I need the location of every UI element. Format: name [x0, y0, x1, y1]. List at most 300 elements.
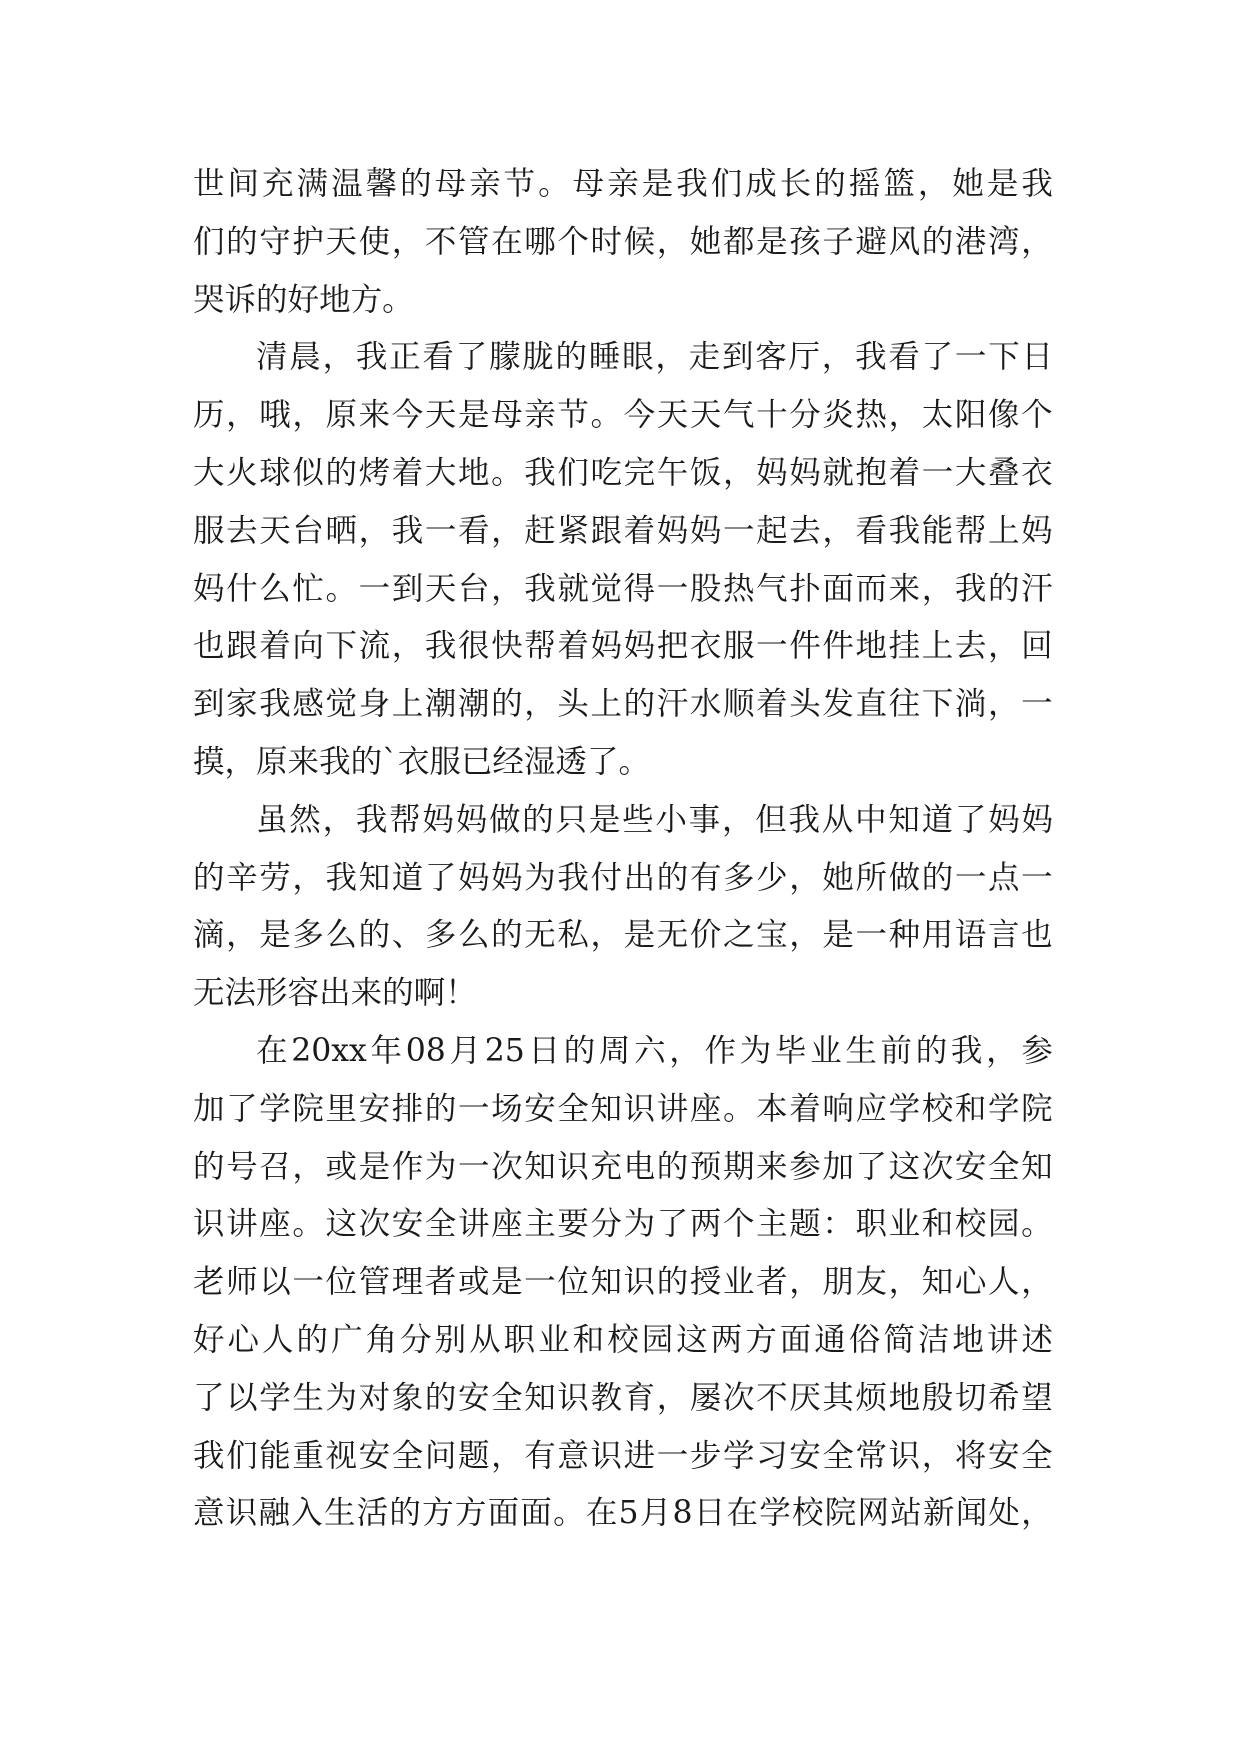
glyph: 习 — [756, 1437, 788, 1474]
glyph: 一 — [458, 1148, 490, 1185]
glyph: 什 — [226, 570, 258, 607]
glyph: 我 — [524, 454, 556, 491]
glyph: 视 — [325, 1437, 358, 1474]
glyph: 识 — [590, 1437, 623, 1474]
glyph: 妈 — [491, 859, 523, 896]
glyph: 大 — [193, 454, 225, 491]
glyph: 到 — [193, 686, 225, 723]
glyph: 题 — [789, 1206, 821, 1243]
text-line — [193, 676, 1053, 734]
glyph: 职 — [855, 1206, 888, 1243]
glyph: 亲 — [469, 166, 501, 202]
glyph: 辛 — [226, 859, 258, 896]
glyph: 烦 — [855, 1379, 888, 1416]
glyph: 的 — [656, 1148, 689, 1185]
glyph: 的 — [563, 1032, 596, 1069]
glyph: ， — [524, 686, 556, 723]
glyph: 一 — [1021, 686, 1053, 723]
glyph: 。 — [618, 743, 650, 780]
glyph: 快 — [491, 628, 523, 665]
glyph: ， — [358, 512, 391, 549]
glyph: ， — [723, 454, 755, 491]
glyph: 眼 — [622, 339, 654, 376]
glyph: ， — [656, 223, 689, 260]
glyph: 的 — [623, 686, 656, 723]
glyph: 无 — [656, 917, 689, 954]
glyph: 者 — [756, 1264, 788, 1301]
glyph: 上 — [988, 512, 1020, 549]
glyph: 期 — [723, 1148, 755, 1185]
glyph: 无 — [193, 975, 225, 1012]
glyph: 知 — [888, 801, 920, 838]
text-line — [193, 1370, 1053, 1428]
glyph: 我 — [888, 512, 921, 549]
glyph: 将 — [954, 1437, 987, 1474]
glyph: 面 — [520, 1495, 552, 1532]
glyph: 胧 — [522, 339, 554, 376]
glyph: 清 — [256, 339, 288, 376]
glyph: 面 — [487, 1495, 520, 1532]
glyph: 所 — [855, 859, 888, 896]
glyph: 港 — [954, 223, 987, 260]
glyph: 排 — [391, 1090, 424, 1127]
glyph: 参 — [789, 1148, 821, 1185]
glyph: 学 — [988, 1090, 1020, 1127]
glyph: 。 — [382, 281, 414, 318]
glyph: 08 — [405, 1032, 446, 1069]
glyph: 是 — [822, 917, 854, 954]
glyph: 觉 — [590, 570, 623, 607]
glyph: 之 — [723, 917, 755, 954]
glyph: 多 — [292, 917, 324, 954]
text-line — [193, 850, 1053, 908]
glyph: 洁 — [917, 1321, 950, 1358]
glyph: 应 — [855, 1090, 888, 1127]
glyph: 了 — [455, 339, 488, 376]
glyph: ， — [391, 628, 424, 665]
glyph: 也 — [1021, 917, 1053, 954]
glyph: 衣 — [1021, 454, 1053, 491]
glyph: 本 — [756, 1090, 788, 1127]
glyph: 正 — [389, 339, 421, 376]
glyph: 为 — [623, 1206, 656, 1243]
glyph: ， — [669, 1032, 701, 1069]
glyph: 着 — [623, 512, 656, 549]
glyph: 。 — [590, 397, 623, 434]
glyph: 重 — [292, 1437, 324, 1474]
glyph: 我 — [259, 686, 291, 723]
glyph: 简 — [883, 1321, 915, 1358]
glyph: 天 — [325, 223, 358, 260]
glyph: 温 — [331, 166, 363, 202]
glyph: 使 — [358, 223, 391, 260]
glyph: 在 — [256, 1032, 288, 1069]
glyph: ， — [921, 570, 954, 607]
glyph: 们 — [710, 166, 743, 202]
glyph: ： — [822, 1206, 854, 1243]
glyph: 着 — [391, 454, 424, 491]
glyph: ， — [292, 397, 324, 434]
glyph: 要 — [557, 1206, 589, 1243]
glyph: 我 — [355, 339, 388, 376]
glyph: 的 — [424, 1379, 457, 1416]
text-line — [193, 1196, 1053, 1254]
glyph: 到 — [721, 339, 754, 376]
glyph: 往 — [888, 686, 921, 723]
glyph: 法 — [224, 975, 257, 1012]
glyph: 就 — [822, 454, 854, 491]
glyph: 像 — [988, 397, 1020, 434]
glyph: 妈 — [422, 801, 454, 838]
glyph: 着 — [888, 454, 921, 491]
glyph: 知 — [590, 1090, 623, 1127]
glyph: 两 — [710, 1321, 743, 1358]
glyph: 步 — [689, 1437, 722, 1474]
glyph: 去 — [226, 512, 258, 549]
glyph: ， — [821, 339, 854, 376]
glyph: 台 — [458, 570, 490, 607]
glyph: 也 — [193, 628, 225, 665]
glyph: 进 — [623, 1437, 656, 1474]
glyph: 座 — [491, 1206, 523, 1243]
glyph: 了 — [193, 1379, 225, 1416]
glyph: 安 — [524, 1090, 556, 1127]
glyph: 我 — [524, 570, 556, 607]
glyph: ， — [292, 1148, 324, 1185]
glyph: 殷 — [921, 1379, 954, 1416]
glyph: 完 — [623, 454, 656, 491]
glyph: 是 — [491, 1264, 523, 1301]
glyph: 和 — [954, 1090, 987, 1127]
glyph: 下 — [921, 686, 954, 723]
glyph: 授 — [689, 1264, 722, 1301]
glyph: 意 — [557, 1437, 589, 1474]
glyph: 十 — [756, 397, 788, 434]
glyph: 了 — [226, 1090, 258, 1127]
glyph: 虽 — [256, 801, 288, 838]
glyph: 25 — [484, 1032, 525, 1069]
glyph: 一 — [1021, 859, 1053, 896]
glyph: 挂 — [888, 628, 921, 665]
glyph: 20xx — [291, 1032, 367, 1069]
glyph: 的 — [424, 1090, 457, 1127]
glyph: 妈 — [656, 512, 689, 549]
glyph: 识 — [225, 1495, 258, 1532]
glyph: 和 — [921, 1206, 954, 1243]
glyph: ， — [888, 1264, 921, 1301]
glyph: 的 — [555, 339, 588, 376]
glyph: 问 — [424, 1437, 457, 1474]
glyph: 妈 — [988, 801, 1020, 838]
glyph: 头 — [789, 686, 821, 723]
glyph: 汗 — [1021, 570, 1053, 607]
glyph: 小 — [655, 801, 687, 838]
glyph: 学 — [259, 1379, 291, 1416]
glyph: 看 — [458, 512, 490, 549]
glyph: 看 — [855, 512, 888, 549]
glyph: 她 — [689, 223, 722, 260]
glyph: 人 — [988, 1264, 1020, 1301]
glyph: 节 — [557, 397, 589, 434]
glyph: 家 — [226, 686, 258, 723]
glyph: 好 — [287, 281, 320, 318]
glyph: 。 — [491, 454, 523, 491]
glyph: 别 — [434, 1321, 467, 1358]
glyph: 她 — [822, 859, 854, 896]
glyph: 烤 — [358, 454, 391, 491]
glyph: 识 — [623, 1090, 656, 1127]
glyph: 一 — [921, 454, 954, 491]
text-line — [193, 1485, 1053, 1543]
glyph: 识 — [193, 1206, 225, 1243]
glyph: 周 — [598, 1032, 631, 1069]
glyph: 形 — [256, 975, 288, 1012]
glyph: 安 — [988, 1437, 1020, 1474]
text-line — [193, 1312, 1053, 1370]
glyph: 园 — [988, 1206, 1020, 1243]
glyph: ， — [590, 917, 623, 954]
glyph: 不 — [424, 223, 457, 260]
glyph: 今 — [391, 397, 424, 434]
glyph: 赶 — [524, 512, 556, 549]
glyph: 业 — [538, 1321, 570, 1358]
glyph: 件 — [789, 628, 821, 665]
glyph: 地 — [458, 454, 490, 491]
glyph: 我 — [855, 339, 887, 376]
glyph: 一 — [358, 570, 391, 607]
glyph: 年 — [370, 1032, 403, 1069]
glyph: 六 — [634, 1032, 666, 1069]
glyph: 世 — [193, 166, 225, 202]
glyph: 晒 — [325, 512, 358, 549]
glyph: 哭 — [193, 281, 225, 318]
text-line — [193, 1139, 1053, 1197]
glyph: 历 — [193, 397, 225, 434]
glyph: 日 — [693, 1495, 726, 1532]
text-line — [193, 503, 1053, 561]
glyph: 心 — [954, 1264, 987, 1301]
glyph: 火 — [226, 454, 258, 491]
glyph: 在 — [585, 1495, 618, 1532]
glyph: 8 — [672, 1495, 693, 1532]
glyph: 起 — [756, 512, 788, 549]
glyph: 亲 — [524, 397, 556, 434]
glyph: ， — [491, 1437, 523, 1474]
glyph: 淌 — [954, 686, 987, 723]
glyph: 下 — [988, 339, 1020, 376]
glyph: 院 — [824, 1495, 857, 1532]
glyph: ！ — [445, 975, 477, 1012]
glyph: 炎 — [822, 397, 854, 434]
glyph: 一 — [954, 859, 987, 896]
glyph: 一 — [656, 1437, 689, 1474]
glyph: 常 — [855, 1437, 888, 1474]
glyph: 安 — [391, 1206, 424, 1243]
glyph: ， — [789, 917, 821, 954]
glyph: 一 — [656, 570, 689, 607]
glyph: 为 — [325, 1379, 358, 1416]
glyph: 毕 — [774, 1032, 807, 1069]
glyph: 帮 — [389, 801, 421, 838]
glyph: 妈 — [590, 628, 623, 665]
glyph: 个 — [557, 223, 589, 260]
glyph: 容 — [287, 975, 320, 1012]
glyph: 这 — [888, 1148, 921, 1185]
glyph: 老 — [193, 1264, 225, 1301]
glyph: ， — [655, 339, 687, 376]
glyph: 地 — [855, 628, 888, 665]
glyph: 的 — [296, 1321, 329, 1358]
glyph: 道 — [391, 859, 424, 896]
glyph: 。 — [1021, 1206, 1053, 1243]
glyph: 分 — [400, 1321, 432, 1358]
glyph: 识 — [557, 1148, 589, 1185]
glyph: 去 — [789, 512, 821, 549]
glyph: 避 — [855, 223, 888, 260]
glyph: 题 — [458, 1437, 490, 1474]
glyph: 帮 — [954, 512, 987, 549]
glyph: 来 — [888, 570, 921, 607]
glyph: 这 — [676, 1321, 708, 1358]
glyph: 事 — [688, 801, 721, 838]
glyph: 热 — [723, 570, 755, 607]
glyph: 少 — [756, 859, 788, 896]
glyph: 的 — [256, 281, 288, 318]
glyph: 么 — [325, 917, 358, 954]
glyph: 原 — [325, 397, 358, 434]
glyph: 安 — [954, 1148, 987, 1185]
glyph: 讲 — [986, 1321, 1019, 1358]
glyph: 今 — [623, 397, 656, 434]
glyph: 来 — [756, 1148, 788, 1185]
glyph: 能 — [259, 1437, 291, 1474]
glyph: 语 — [954, 917, 987, 954]
glyph: 摇 — [848, 166, 881, 202]
glyph: 到 — [391, 570, 424, 607]
glyph: ， — [226, 397, 258, 434]
glyph: 啊 — [413, 975, 446, 1012]
glyph: 时 — [590, 223, 623, 260]
glyph: 发 — [822, 686, 854, 723]
glyph: 点 — [988, 859, 1020, 896]
glyph: 朦 — [488, 339, 521, 376]
glyph: 院 — [1021, 1090, 1053, 1127]
glyph: 跟 — [590, 512, 623, 549]
glyph: 太 — [921, 397, 954, 434]
glyph: 透 — [555, 743, 587, 780]
glyph: 参 — [1021, 1032, 1053, 1069]
glyph: 了 — [855, 1148, 888, 1185]
glyph: 业 — [888, 1206, 921, 1243]
glyph: 知 — [1021, 1148, 1053, 1185]
text-line — [193, 965, 1053, 1023]
glyph: 知 — [590, 1264, 623, 1301]
glyph: 的 — [358, 917, 391, 954]
glyph: 为 — [424, 1148, 457, 1185]
glyph: 朋 — [822, 1264, 854, 1301]
glyph: 在 — [726, 1495, 759, 1532]
glyph: 的 — [814, 166, 846, 202]
glyph: 台 — [292, 512, 324, 549]
glyph: 讲 — [458, 1206, 490, 1243]
glyph: 们 — [193, 223, 225, 260]
glyph: 多 — [424, 917, 457, 954]
glyph: 、 — [391, 917, 424, 954]
glyph: 妈 — [623, 628, 656, 665]
text-line — [193, 272, 1053, 330]
glyph: 从 — [821, 801, 854, 838]
glyph: ， — [224, 743, 257, 780]
glyph: 看 — [422, 339, 454, 376]
glyph: 道 — [921, 801, 954, 838]
glyph: 向 — [292, 628, 324, 665]
glyph: 孩 — [789, 223, 821, 260]
glyph: ` — [382, 743, 398, 780]
glyph: 全 — [391, 1437, 424, 1474]
glyph: 都 — [723, 223, 755, 260]
glyph: 我 — [788, 801, 821, 838]
glyph: 我 — [1021, 166, 1053, 202]
glyph: 来 — [358, 397, 391, 434]
glyph: 处 — [988, 1495, 1020, 1532]
glyph: 的 — [915, 1032, 948, 1069]
glyph: 护 — [292, 223, 324, 260]
glyph: 走 — [688, 339, 721, 376]
glyph: 闻 — [955, 1495, 988, 1532]
glyph: 预 — [689, 1148, 722, 1185]
glyph: ， — [1021, 223, 1053, 260]
glyph: 主 — [756, 1206, 788, 1243]
glyph: 方 — [745, 1321, 777, 1358]
glyph: 位 — [325, 1264, 358, 1301]
glyph: 天 — [424, 397, 457, 434]
glyph: 了 — [424, 859, 457, 896]
glyph: 衣 — [397, 743, 430, 780]
glyph: 管 — [358, 1264, 391, 1301]
glyph: 校 — [921, 1090, 954, 1127]
glyph: 安 — [358, 1090, 391, 1127]
glyph: 股 — [689, 570, 722, 607]
glyph: 讲 — [656, 1090, 689, 1127]
glyph: 了 — [586, 743, 619, 780]
glyph: 不 — [756, 1379, 788, 1416]
glyph: 的 — [193, 859, 225, 896]
glyph: 一 — [954, 339, 987, 376]
glyph: 有 — [689, 859, 722, 896]
glyph: 生 — [845, 1032, 877, 1069]
glyph: 全 — [491, 1379, 523, 1416]
glyph: 妈 — [1021, 512, 1053, 549]
glyph: 回 — [1021, 628, 1053, 665]
glyph: 前 — [880, 1032, 913, 1069]
glyph: 叠 — [988, 454, 1020, 491]
glyph: 头 — [557, 686, 589, 723]
glyph: 教 — [590, 1379, 623, 1416]
glyph: 是 — [986, 166, 1019, 202]
glyph: 些 — [622, 801, 654, 838]
glyph: 知 — [358, 859, 391, 896]
glyph: 我 — [391, 512, 424, 549]
glyph: 分 — [789, 397, 821, 434]
glyph: 在 — [491, 223, 523, 260]
glyph: 午 — [656, 454, 689, 491]
glyph: 职 — [503, 1321, 536, 1358]
glyph: 生 — [323, 1495, 356, 1532]
glyph: 地 — [952, 1321, 984, 1358]
glyph: 我 — [325, 859, 358, 896]
glyph: 有 — [524, 1437, 556, 1474]
glyph: 识 — [888, 1437, 921, 1474]
